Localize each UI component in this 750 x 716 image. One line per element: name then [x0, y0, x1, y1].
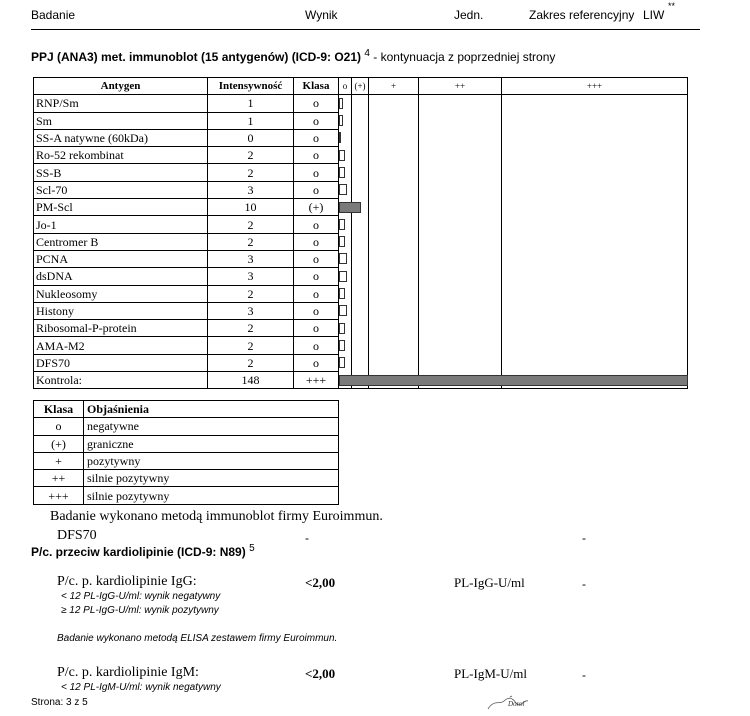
antigen-row — [34, 354, 688, 371]
grade-cell — [419, 147, 502, 164]
grade-cell — [419, 285, 502, 302]
grade-cell — [419, 199, 502, 216]
antigen-klasa: o — [294, 233, 339, 250]
th-intensywnosc: Intensywność — [208, 78, 294, 95]
legend-row — [34, 487, 339, 504]
legend-row — [34, 418, 339, 435]
antigen-klasa: o — [294, 268, 339, 285]
th-grade-4: +++ — [502, 78, 688, 95]
column-header-badanie: Badanie — [31, 8, 76, 22]
grade-cell — [419, 354, 502, 371]
legend-klasa: (+) — [34, 435, 84, 452]
intensity-bar — [339, 271, 347, 282]
intensity-bar — [339, 236, 345, 247]
antigen-row — [34, 285, 688, 302]
igm-value: <2,00 — [305, 666, 336, 681]
antigen-intensity: 2 — [208, 216, 294, 233]
grade-cell — [502, 147, 688, 164]
grade-cell — [352, 268, 369, 285]
stars-marker: ** — [668, 1, 676, 11]
legend-text: negatywne — [84, 418, 339, 435]
antigen-klasa: o — [294, 112, 339, 129]
intensity-bar — [339, 184, 347, 195]
igm-ref: - — [582, 668, 586, 682]
th-grade-0: o — [339, 78, 352, 95]
legend-th-objasnienia: Objaśnienia — [84, 401, 339, 418]
antigen-name: Jo-1 — [34, 216, 208, 233]
igm-unit: PL-IgM-U/ml — [454, 666, 527, 681]
grade-cell — [369, 164, 419, 181]
antigen-row — [34, 233, 688, 250]
grade-cell — [502, 95, 688, 112]
section-title-ana-continuation: - kontynuacja z poprzedniej strony — [373, 50, 556, 64]
grade-cell — [419, 181, 502, 198]
antigen-name: AMA-M2 — [34, 337, 208, 354]
antigen-klasa: o — [294, 129, 339, 146]
antigen-intensity: 3 — [208, 268, 294, 285]
legend-text: graniczne — [84, 435, 339, 452]
grade-cell — [339, 164, 352, 181]
antigen-klasa: o — [294, 354, 339, 371]
legend-row — [34, 452, 339, 469]
intensity-bar — [339, 305, 347, 316]
grade-cell — [502, 250, 688, 267]
grade-cell — [369, 129, 419, 146]
grade-cell — [502, 199, 688, 216]
antigen-row — [34, 250, 688, 267]
grade-cell — [352, 320, 369, 337]
grade-cell — [352, 233, 369, 250]
th-grade-3: ++ — [419, 78, 502, 95]
grade-cell — [352, 216, 369, 233]
legend-row — [34, 435, 339, 452]
antigen-row — [34, 372, 688, 389]
grade-cell — [502, 320, 688, 337]
grade-cell — [419, 112, 502, 129]
antigen-klasa: (+) — [294, 199, 339, 216]
grade-cell — [352, 302, 369, 319]
antigen-name: Centromer B — [34, 233, 208, 250]
igg-note-negative: < 12 PL-IgG-U/ml: wynik negatywny — [61, 591, 221, 602]
antigen-intensity: 2 — [208, 320, 294, 337]
grade-cell — [369, 250, 419, 267]
antigen-row — [34, 337, 688, 354]
th-klasa: Klasa — [294, 78, 339, 95]
section-title-ana-text: PPJ (ANA3) met. immunoblot (15 antygenów) (ICD-9: O21) — [31, 50, 362, 64]
grade-cell — [369, 354, 419, 371]
antigen-intensity: 2 — [208, 337, 294, 354]
antigen-name: SS-A natywne (60kDa) — [34, 129, 208, 146]
grade-cell — [339, 112, 352, 129]
antigen-intensity: 2 — [208, 164, 294, 181]
legend-row — [34, 470, 339, 487]
legend-text: pozytywny — [84, 452, 339, 469]
igg-label: P/c. p. kardiolipinie IgG: — [57, 574, 197, 589]
grade-cell — [369, 112, 419, 129]
igm-label: P/c. p. kardiolipinie IgM: — [57, 665, 199, 680]
grade-cell — [369, 302, 419, 319]
intensity-bar — [339, 98, 343, 109]
antigen-klasa: o — [294, 216, 339, 233]
grade-cell — [352, 147, 369, 164]
antigen-intensity: 3 — [208, 181, 294, 198]
grade-cell — [352, 112, 369, 129]
grade-cell — [339, 250, 352, 267]
grade-cell — [369, 147, 419, 164]
grade-cell — [502, 112, 688, 129]
grade-cell — [339, 95, 352, 112]
igg-note-positive: ≥ 12 PL-IgG-U/ml: wynik pozytywny — [61, 605, 219, 616]
grade-cell — [339, 129, 352, 146]
grade-cell — [339, 233, 352, 250]
antigen-row — [34, 216, 688, 233]
intensity-bar — [339, 340, 345, 351]
section-title-cardiolipin-sup: 5 — [249, 543, 255, 554]
antigen-name: Histony — [34, 302, 208, 319]
grade-cell — [369, 181, 419, 198]
signature-stamp — [486, 695, 530, 711]
grade-cell — [502, 233, 688, 250]
antigen-intensity: 2 — [208, 354, 294, 371]
legend-klasa: +++ — [34, 487, 84, 504]
grade-cell — [339, 302, 352, 319]
grade-cell — [339, 199, 352, 216]
intensity-bar — [339, 323, 345, 334]
grade-cell — [419, 337, 502, 354]
grade-cell — [502, 302, 688, 319]
grade-cell — [339, 337, 352, 354]
th-grade-1: (+) — [352, 78, 369, 95]
grade-cell — [352, 285, 369, 302]
antigen-intensity: 1 — [208, 112, 294, 129]
section-title-ana — [31, 48, 555, 64]
antigen-name: Kontrola: — [34, 372, 208, 389]
grade-cell — [352, 337, 369, 354]
grade-cell — [419, 250, 502, 267]
grade-cell — [502, 268, 688, 285]
legend-text: silnie pozytywny — [84, 487, 339, 504]
legend-header — [34, 401, 339, 418]
antigen-intensity: 2 — [208, 147, 294, 164]
column-header-zakres: Zakres referencyjny — [529, 8, 635, 22]
method-note: Badanie wykonano metodą immunoblot firmy Euroimmun. — [50, 509, 383, 524]
grade-cell — [419, 302, 502, 319]
section-title-ana-sup: 4 — [364, 48, 370, 59]
antigen-name: dsDNA — [34, 268, 208, 285]
antigen-intensity: 2 — [208, 233, 294, 250]
intensity-bar — [339, 202, 361, 213]
column-header-liw: LIW — [643, 8, 665, 22]
grade-cell — [352, 129, 369, 146]
grade-cell — [419, 233, 502, 250]
grade-cell — [369, 268, 419, 285]
grade-cell — [502, 181, 688, 198]
igg-ref: - — [582, 577, 586, 591]
antigen-klasa: +++ — [294, 372, 339, 389]
antigen-table — [33, 77, 688, 389]
antigen-klasa: o — [294, 285, 339, 302]
grade-cell — [339, 320, 352, 337]
legend-table — [33, 400, 339, 505]
antigen-klasa: o — [294, 302, 339, 319]
dfs70-value: - — [305, 531, 309, 545]
antigen-klasa: o — [294, 250, 339, 267]
antigen-row — [34, 268, 688, 285]
page-number: Strona: 3 z 5 — [31, 697, 88, 708]
antigen-name: Sm — [34, 112, 208, 129]
antigen-name: Nukleosomy — [34, 285, 208, 302]
antigen-intensity: 1 — [208, 95, 294, 112]
th-grade-2: + — [369, 78, 419, 95]
intensity-bar — [339, 167, 345, 178]
intensity-bar — [339, 288, 345, 299]
antigen-klasa: o — [294, 164, 339, 181]
antigen-row — [34, 320, 688, 337]
igm-note-negative: < 12 PL-IgM-U/ml: wynik negatywny — [61, 682, 221, 693]
intensity-bar — [339, 132, 341, 143]
antigen-name: SS-B — [34, 164, 208, 181]
antigen-row — [34, 112, 688, 129]
signature-text: Dorol — [508, 700, 525, 708]
grade-cell — [502, 164, 688, 181]
antigen-row — [34, 95, 688, 112]
antigen-row — [34, 147, 688, 164]
grade-cell — [419, 95, 502, 112]
grade-cell — [369, 285, 419, 302]
legend-th-klasa: Klasa — [34, 401, 84, 418]
intensity-bar — [339, 150, 345, 161]
antigen-klasa: o — [294, 181, 339, 198]
antigen-klasa: o — [294, 337, 339, 354]
grade-cell — [502, 354, 688, 371]
column-header-jedn: Jedn. — [454, 8, 484, 22]
header-divider — [31, 29, 700, 30]
grade-cell — [352, 354, 369, 371]
intensity-bar — [339, 115, 343, 126]
antigen-intensity: 3 — [208, 302, 294, 319]
grade-cell — [352, 95, 369, 112]
antigen-name: DFS70 — [34, 354, 208, 371]
grade-cell — [352, 181, 369, 198]
grade-cell — [339, 147, 352, 164]
intensity-bar — [339, 219, 345, 230]
grade-cell — [369, 95, 419, 112]
antigen-klasa: o — [294, 320, 339, 337]
grade-cell — [352, 164, 369, 181]
legend-klasa: o — [34, 418, 84, 435]
grade-cell — [502, 337, 688, 354]
dfs70-label: DFS70 — [57, 528, 97, 543]
grade-cell — [502, 285, 688, 302]
antigen-row — [34, 199, 688, 216]
grade-cell — [502, 216, 688, 233]
antigen-klasa: o — [294, 147, 339, 164]
intensity-bar — [339, 375, 688, 386]
grade-cell — [369, 216, 419, 233]
grade-cell — [419, 129, 502, 146]
grade-cell — [339, 354, 352, 371]
antigen-intensity: 0 — [208, 129, 294, 146]
grade-cell — [369, 199, 419, 216]
antigen-intensity: 148 — [208, 372, 294, 389]
grade-cell — [339, 285, 352, 302]
grade-cell — [419, 320, 502, 337]
column-header-wynik: Wynik — [305, 8, 338, 22]
intensity-bar — [339, 253, 347, 264]
grade-cell — [339, 216, 352, 233]
grade-cell — [339, 268, 352, 285]
antigen-intensity: 3 — [208, 250, 294, 267]
antigen-table-header — [34, 78, 688, 95]
antigen-name: RNP/Sm — [34, 95, 208, 112]
dfs70-ref: - — [582, 531, 586, 545]
antigen-name: Ribosomal-P-protein — [34, 320, 208, 337]
th-antygen: Antygen — [34, 78, 208, 95]
antigen-name: Ro-52 rekombinat — [34, 147, 208, 164]
grade-cell — [369, 337, 419, 354]
antigen-name: Scl-70 — [34, 181, 208, 198]
antigen-row — [34, 129, 688, 146]
grade-cell — [352, 250, 369, 267]
intensity-bar — [339, 357, 345, 368]
antigen-name: PM-Scl — [34, 199, 208, 216]
antigen-intensity: 2 — [208, 285, 294, 302]
grade-cell — [419, 216, 502, 233]
igg-unit: PL-IgG-U/ml — [454, 575, 525, 590]
antigen-row — [34, 164, 688, 181]
elisa-note: Badanie wykonano metodą ELISA zestawem firmy Euroimmun. — [57, 633, 338, 644]
antigen-name: PCNA — [34, 250, 208, 267]
antigen-intensity: 10 — [208, 199, 294, 216]
grade-cell — [369, 320, 419, 337]
legend-klasa: ++ — [34, 470, 84, 487]
antigen-row — [34, 181, 688, 198]
antigen-row — [34, 302, 688, 319]
legend-text: silnie pozytywny — [84, 470, 339, 487]
grade-cell — [339, 372, 352, 389]
section-title-cardiolipin — [31, 543, 255, 559]
igg-value: <2,00 — [305, 575, 336, 590]
antigen-klasa: o — [294, 95, 339, 112]
grade-cell — [339, 181, 352, 198]
grade-cell — [419, 164, 502, 181]
grade-cell — [369, 233, 419, 250]
legend-klasa: + — [34, 452, 84, 469]
grade-cell — [419, 268, 502, 285]
grade-cell — [502, 129, 688, 146]
section-title-cardiolipin-text: P/c. przeciw kardiolipinie (ICD-9: N89) — [31, 545, 246, 559]
